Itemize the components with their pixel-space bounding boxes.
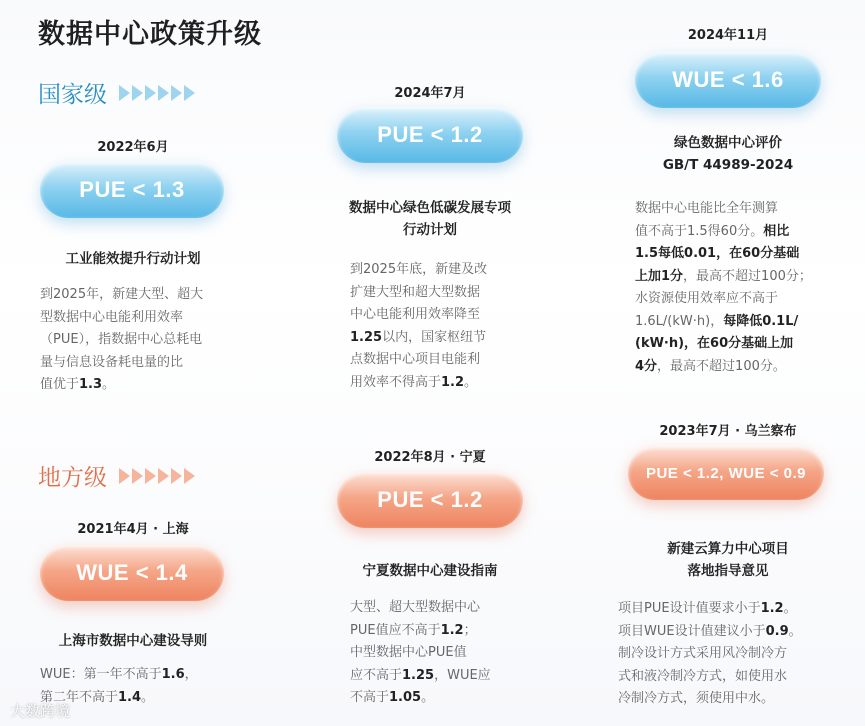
desc-line: 式和液冷制冷方式，如使用水 [618, 668, 788, 684]
pue-pill: PUE < 1.2 [337, 472, 523, 528]
desc-line: 水资源使用效率应不高于 [635, 291, 779, 306]
card-title: 绿色数据中心评价 GB/T 44989-2024 [662, 135, 794, 173]
card-desc [40, 664, 250, 709]
card-title: 数据中心绿色低碳发展专项 行动计划 [349, 200, 511, 238]
arrows-icon [119, 468, 197, 484]
desc-line: 第二年不高于1.4。 [40, 689, 155, 705]
desc-line: 冷制冷方式，须使用中水。 [618, 691, 775, 706]
card-desc [350, 597, 550, 710]
desc-line: 到2025年，新建大型、超大 [40, 287, 204, 302]
desc-line: 上加1分，最高不超过100分； [635, 268, 812, 284]
level-local [38, 459, 197, 492]
desc-line: 型数据中心电能利用效率 [40, 309, 184, 325]
desc-line: 量与信息设备耗电量的比 [40, 354, 184, 370]
desc-line: （PUE），指数据中心总耗电 [40, 332, 203, 347]
card-title: 上海市数据中心建设导则 [58, 633, 208, 649]
desc-line: 扩建大型和超大型数据 [350, 284, 481, 300]
card-date: 2021年4月 · 上海 [77, 522, 189, 537]
desc-line: 值不高于1.5得60分。相比 [635, 223, 790, 239]
card-date: 2023年7月 · 乌兰察布 [659, 424, 797, 439]
desc-line: 1.6L/(kW·h)，每降低0.1L/ [635, 313, 799, 329]
desc-line: 中型数据中心PUE值 [350, 645, 467, 660]
watermark-logo: 大数跨境 [10, 702, 71, 720]
pue-pill: PUE < 1.3 [40, 162, 224, 218]
card-title: 新建云算力中心项目 落地指导意见 [667, 541, 789, 579]
desc-line: 1.25以内，国家枢纽节 [350, 329, 487, 345]
card-desc [40, 284, 250, 397]
desc-line: 项目WUE设计值建议小于0.9。 [618, 623, 802, 639]
desc-line: 应不高于1.25，WUE应 [350, 667, 491, 683]
wue-pill: WUE < 1.4 [40, 545, 224, 601]
card-desc [618, 598, 858, 711]
card-desc [350, 259, 550, 394]
desc-line: 值优于1.3。 [40, 377, 116, 392]
pue-wue-pill: PUE < 1.2, WUE < 0.9 [628, 446, 824, 500]
desc-line: 4分，最高不超过100分。 [635, 358, 786, 374]
desc-line: 不高于1.05。 [350, 690, 435, 705]
page-title: 数据中心政策升级 [38, 19, 262, 50]
desc-line: 项目PUE设计值要求小于1.2。 [618, 601, 797, 616]
desc-line: 中心电能利用效率降至 [350, 307, 481, 322]
arrows-icon [119, 85, 197, 101]
card-date: 2022年6月 [97, 140, 169, 155]
level-local-label: 地方级 [38, 465, 107, 491]
wue-pill: WUE < 1.6 [635, 52, 821, 108]
desc-line: WUE：第一年不高于1.6， [40, 667, 198, 682]
desc-line: 到2025年底，新建及改 [350, 262, 488, 277]
card-date: 2022年8月 · 宁夏 [374, 450, 486, 465]
card-title: 工业能效提升行动计划 [65, 251, 201, 267]
card-title: 宁夏数据中心建设指南 [362, 563, 498, 579]
desc-line: 1.5每低0.01，在60分基础 [635, 246, 800, 261]
desc-line: (kW·h)，在60分基础上加 [635, 336, 794, 351]
desc-line: 点数据中心项目电能利 [350, 352, 481, 367]
desc-line: 大型、超大型数据中心 [350, 600, 481, 615]
card-date: 2024年7月 [394, 86, 466, 101]
card-date: 2024年11月 [687, 28, 769, 43]
card-desc [635, 198, 855, 378]
pue-pill: PUE < 1.2 [337, 107, 523, 163]
desc-line: 制冷设计方式采用风冷制冷方 [618, 646, 788, 661]
desc-line: 数据中心电能比全年测算 [635, 201, 779, 216]
level-national [38, 76, 197, 109]
desc-line: PUE值应不高于1.2； [350, 622, 477, 638]
desc-line: 用效率不得高于1.2。 [350, 374, 478, 390]
level-national-label: 国家级 [38, 82, 107, 108]
